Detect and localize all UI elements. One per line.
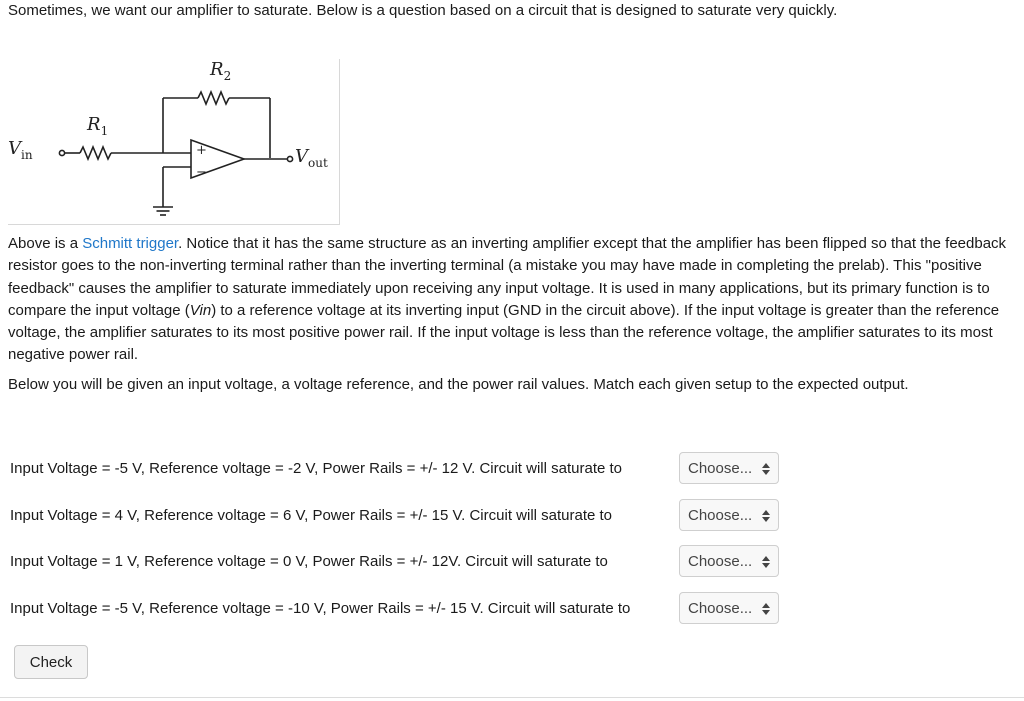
- vout-label: $V_{out}$: [295, 146, 328, 170]
- select-arrows-icon: [762, 463, 770, 475]
- question-text: Input Voltage = 4 V, Reference voltage = 6 V, Power Rails = +/- 15 V. Circuit will saturate to: [10, 507, 613, 524]
- question-text: Input Voltage = 1 V, Reference voltage = 0 V, Power Rails = +/- 12V. Circuit will saturate to: [10, 553, 608, 570]
- question-row-2: [10, 499, 1024, 533]
- schmitt-trigger-diagram: [8, 59, 340, 225]
- select-arrows-icon: [762, 603, 770, 615]
- r1-resistor: [80, 147, 111, 159]
- question-row-4: [10, 592, 1024, 626]
- check-button[interactable]: Check: [14, 645, 88, 679]
- divider: [0, 697, 1024, 698]
- question-text: Input Voltage = -5 V, Reference voltage = -2 V, Power Rails = +/- 12 V. Circuit will saturate to: [10, 460, 623, 477]
- r2-label: $R_2$: [210, 59, 232, 83]
- question-row-3: [10, 545, 1024, 579]
- r1-label: $R_1$: [87, 114, 109, 138]
- answer-select-3[interactable]: Choose...: [679, 545, 779, 577]
- instructions-paragraph: Below you will be given an input voltage, a voltage reference, and the power rail values. Match each given setup to the expected output.: [8, 376, 909, 393]
- answer-select-1[interactable]: Choose...: [679, 452, 779, 484]
- vin-terminal: [59, 150, 64, 155]
- op-amp-minus: −: [196, 165, 207, 180]
- intro-text: Sometimes, we want our amplifier to saturate. Below is a question based on a circuit that is designed to saturate very quickly.: [8, 2, 838, 19]
- explanation-paragraph: Above is a Schmitt trigger. Notice that it has the same structure as an inverting amplifier except that the amplifier has been flipped so that the feedback resistor goes to the non-inverting terminal rather than the inverting terminal (a mistake you may have made in completing the prelab). This "positive feedback" causes the amplifier to saturate immediately upon receiving any input voltage. It is used in many applications, but its primary function is to compare the input voltage (Vin) to a reference voltage at its inverting input (GND in the circuit above). If the input voltage is greater than the reference voltage, the amplifier saturates to its most positive power rail. If the input voltage is less than the reference voltage, the amplifier saturates to its most negative power rail.: [8, 235, 1007, 364]
- r2-resistor: [198, 92, 229, 104]
- answer-select-4[interactable]: Choose...: [679, 592, 779, 624]
- select-arrows-icon: [762, 510, 770, 522]
- schmitt-trigger-link[interactable]: Schmitt trigger: [82, 235, 179, 252]
- vout-terminal: [287, 156, 292, 161]
- question-row-1: [10, 452, 1024, 486]
- question-text: Input Voltage = -5 V, Reference voltage = -10 V, Power Rails = +/- 15 V. Circuit will saturate to: [10, 600, 631, 617]
- op-amp-plus: +: [196, 143, 207, 158]
- ground-icon: [153, 207, 173, 215]
- select-arrows-icon: [762, 556, 770, 568]
- answer-select-2[interactable]: Choose...: [679, 499, 779, 531]
- vin-label: $V_{in}$: [8, 138, 33, 162]
